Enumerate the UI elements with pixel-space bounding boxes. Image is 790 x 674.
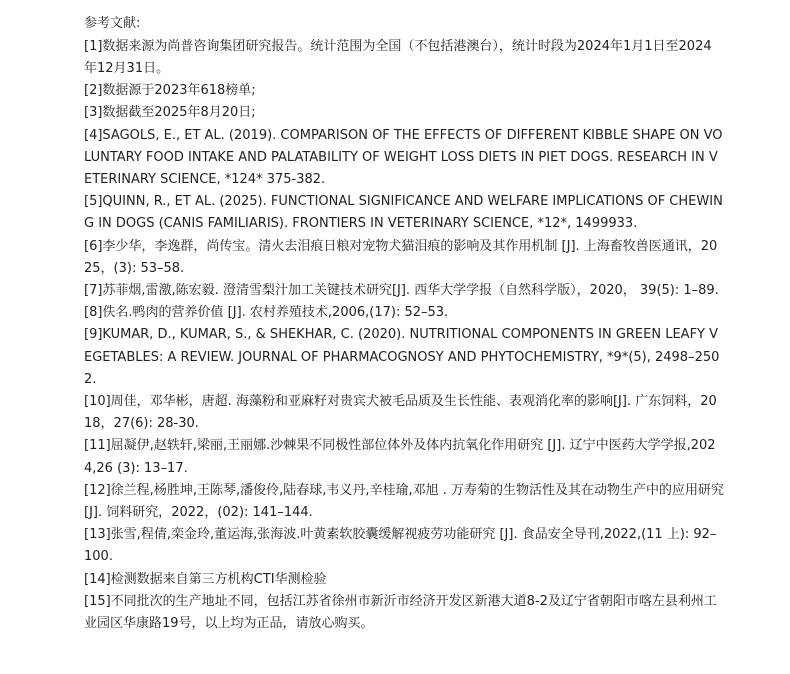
reference-item-3: [3]数据截至2025年8月20日; (84, 105, 256, 121)
reference-item-4: [4]SAGOLS, E., ET AL. (2019). COMPARISON OF THE EFFECTS OF DIFFERENT KIBBLE SHAPE ON VOLUNTARY FOOD INTAKE AND PALATABILITY OF WEIGHT LOSS DIETS IN PIET DOGS. RESEARCH IN VETERINARY SCIENCE, *124* 375-382. (84, 127, 723, 188)
reference-item-10: [10]周佳，邓华彬，唐超. 海藻粉和亚麻籽对贵宾犬被毛品质及生长性能、表观消化率的影响[J]. 广东饲料，2018，27(6): 28-30. (84, 394, 717, 432)
reference-item-2: [2]数据源于2023年618榜单; (84, 83, 256, 99)
reference-item-9: [9]KUMAR, D., KUMAR, S., & SHEKHAR, C. (2020). NUTRITIONAL COMPONENTS IN GREEN LEAFY VEGETABLES: A REVIEW. JOURNAL OF PHARMACOGNOSY AND PHYTOCHEMISTRY, *9*(5), 2498–2502. (84, 327, 720, 387)
reference-item-14: [14]检测数据来自第三方机构CTI华测检验 (84, 571, 327, 587)
reference-item-15: [15]不同批次的生产地址不同，包括江苏省徐州市新沂市经济开发区新港大道8-2及辽宁省朝阳市喀左县利州工业园区华康路19号，以上均为正品，请放心购买。 (84, 593, 717, 632)
reference-item-12: [12]徐兰程,杨胜坤,王陈琴,潘俊伶,陆春球,韦义丹,辛桂瑜,邓旭 . 万寿菊的生物活性及其在动物生产中的应用研究 [J]. 饲料研究，2022，(02): 141–144. (84, 482, 725, 521)
reference-item-5: [5]QUINN, R., ET AL. (2025). FUNCTIONAL SIGNIFICANCE AND WELFARE IMPLICATIONS OF CHEWING IN DOGS (CANIS FAMILIARIS). FRONTIERS IN VETERINARY SCIENCE, *12*, 1499933. (84, 194, 723, 232)
reference-item-8: [8]佚名.鸭肉的营养价值 [J]. 农村养殖技术,2006,(17): 52–53. (84, 305, 449, 321)
reference-item-11: [11]屈凝伊,赵轶轩,梁丽,王丽娜.沙棘果不同极性部位体外及体内抗氧化作用研究 [J]. 辽宁中医药大学学报,2024,26 (3): 13–17. (84, 438, 716, 476)
reference-item-7: [7]苏菲烟,雷激,陈宏毅. 澄清雪梨汁加工关键技术研究[J]. 西华大学学报（自然科学版），2020， 39(5): 1–89. (84, 283, 719, 299)
reference-item-1: [1]数据来源为尚普咨询集团研究报告。统计范围为全国（不包括港澳台），统计时段为2024年1月1日至2024年12月31日。 (84, 38, 712, 76)
references-heading: 参考文献: (84, 16, 141, 31)
reference-item-6: [6]李少华，李逸群，尚传宝。清火去泪痕日粮对宠物犬猫泪痕的影响及其作用机制 [J]. 上海畜牧兽医通讯，2025，(3): 53–58. (84, 238, 718, 276)
references-section (84, 13, 724, 635)
reference-list (84, 36, 724, 635)
reference-item-13: [13]张雪,程倩,栾金玲,董运海,张海波.叶黄素软胶囊缓解视疲劳功能研究 [J]. 食品安全导刊,2022,(11 上): 92–100. (84, 527, 717, 565)
